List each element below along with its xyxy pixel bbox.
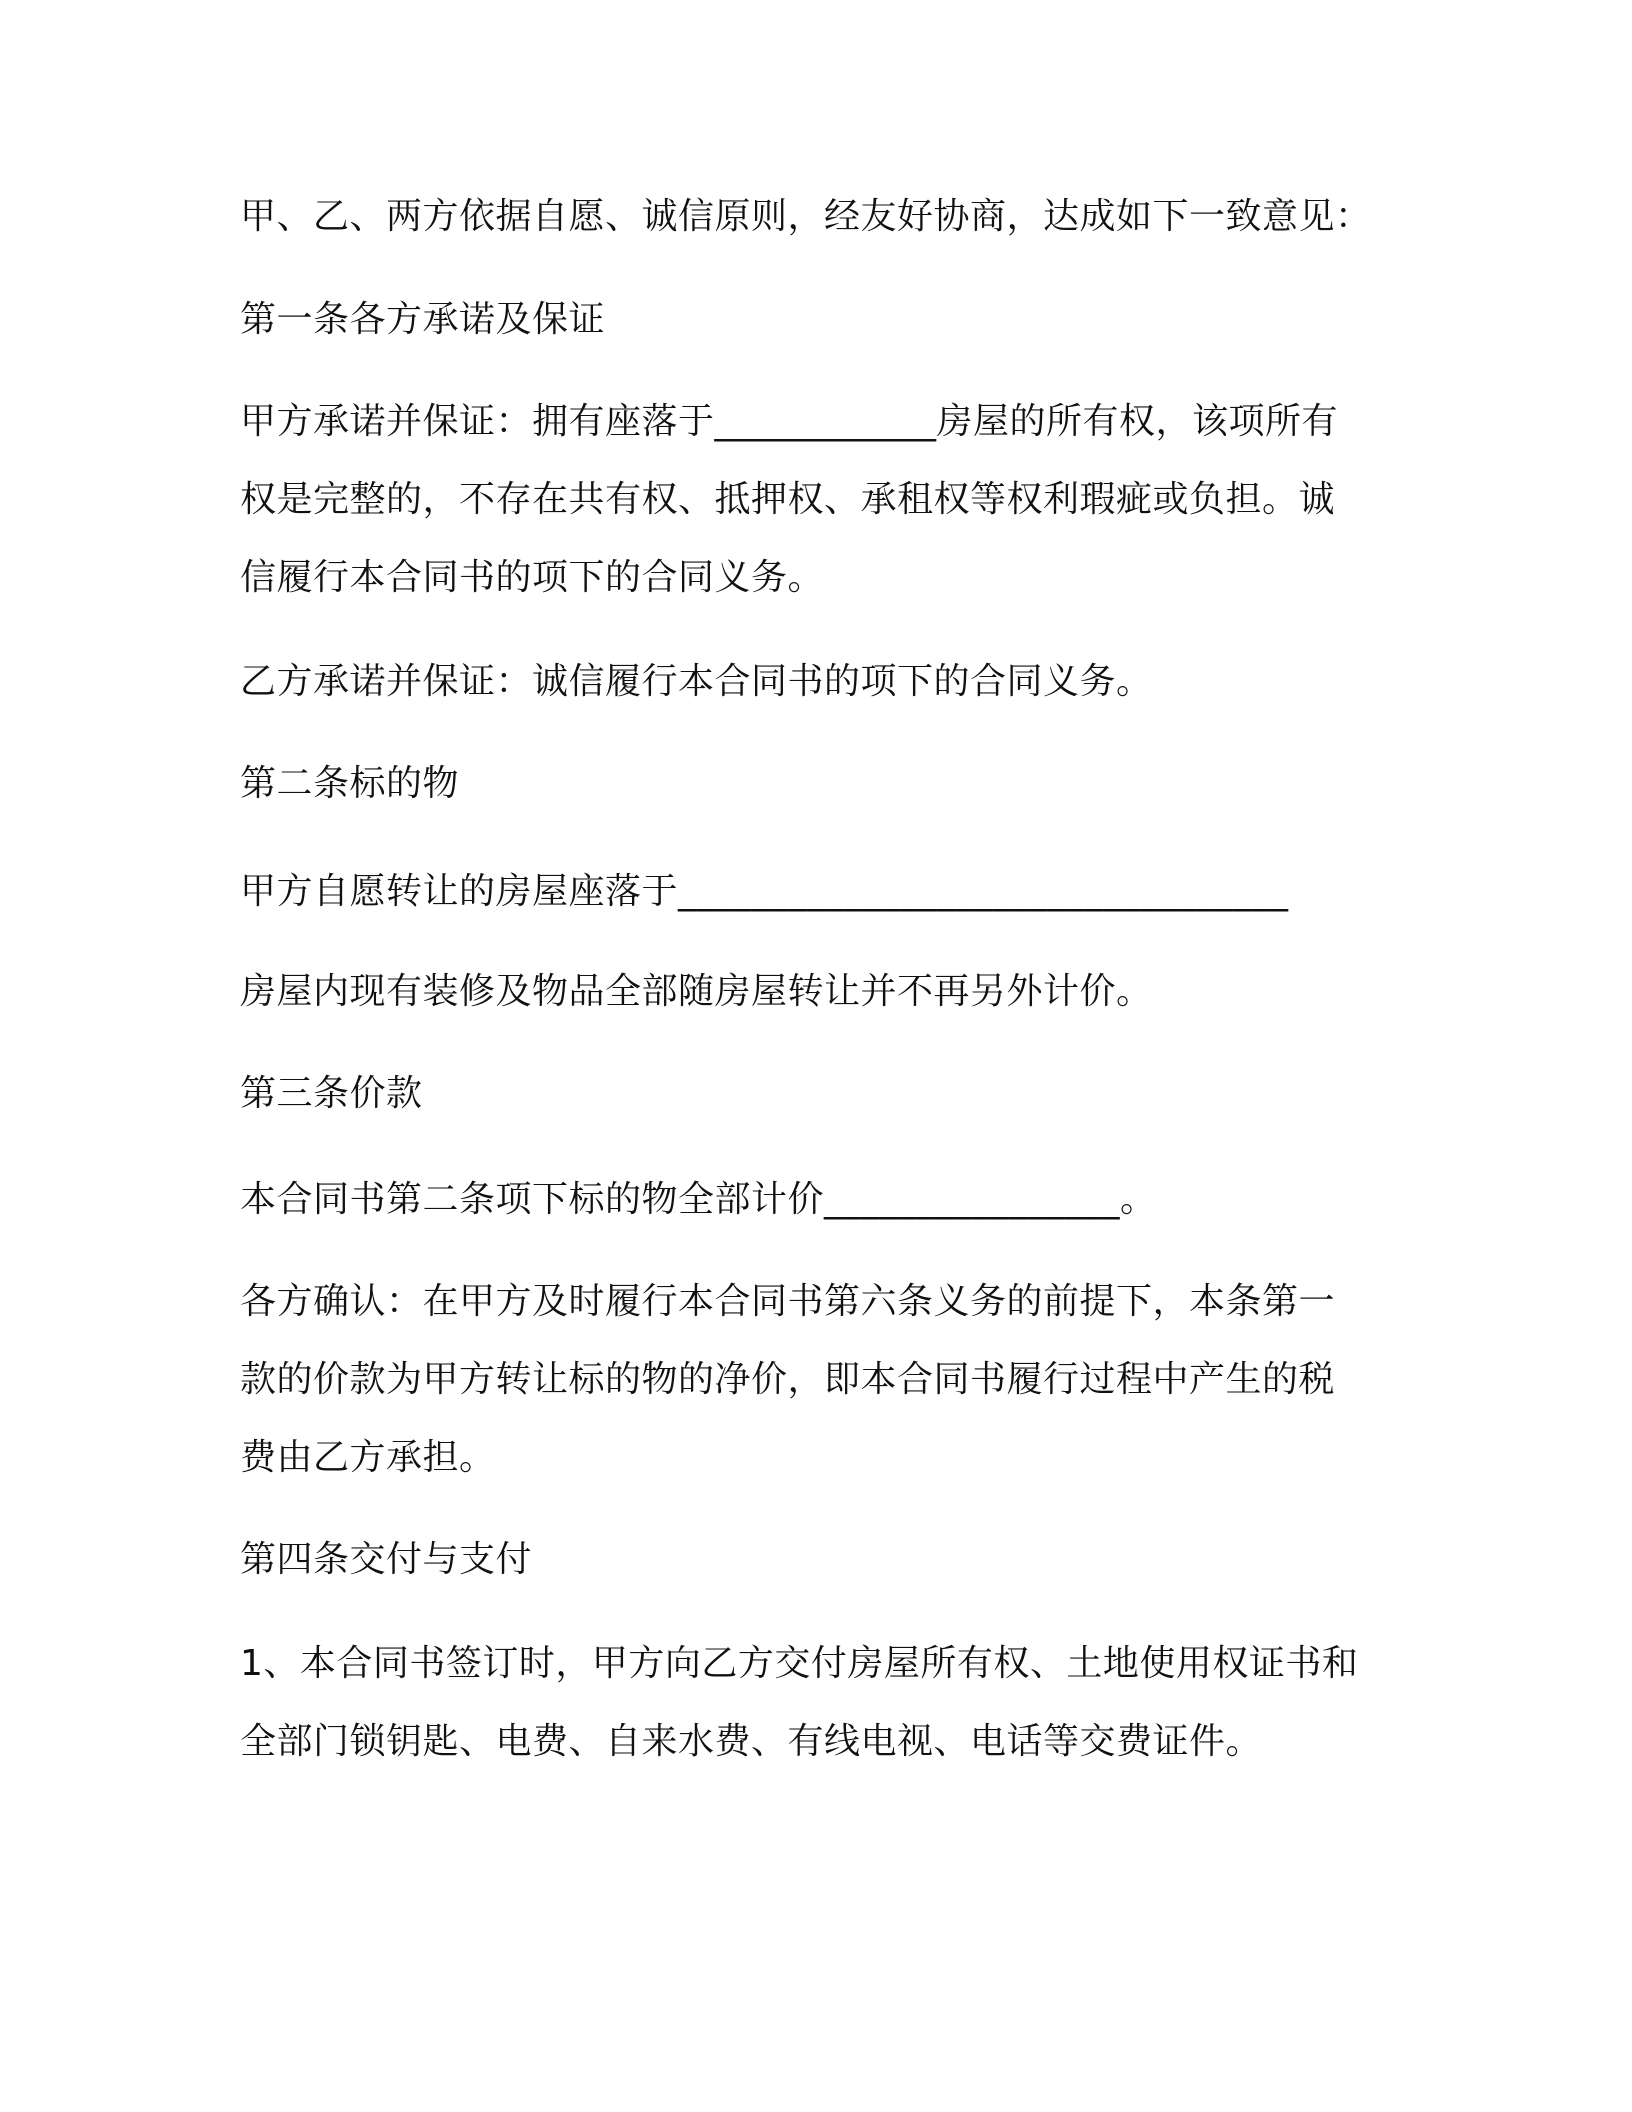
article-2-location: 甲方自愿转让的房屋座落于_________________________________ <box>240 871 1289 912</box>
article-1-party-a-line-2: 权是完整的，不存在共有权、抵押权、承租权等权利瑕疵或负担。诚 <box>240 479 1336 520</box>
article-3-confirm-line-3: 费由乙方承担。 <box>240 1437 496 1478</box>
article-3-confirm-line-2: 款的价款为甲方转让标的物的净价，即本合同书履行过程中产生的税 <box>240 1359 1336 1400</box>
article-3-heading: 第三条价款 <box>240 1073 423 1114</box>
intro-paragraph: 甲、乙、两方依据自愿、诚信原则，经友好协商，达成如下一致意见： <box>240 196 1372 237</box>
article-4-item-1-line-2: 全部门锁钥匙、电费、自来水费、有线电视、电话等交费证件。 <box>240 1721 1263 1762</box>
article-3-confirm-line-1: 各方确认：在甲方及时履行本合同书第六条义务的前提下，本条第一 <box>240 1281 1336 1322</box>
article-4-heading: 第四条交付与支付 <box>240 1539 533 1580</box>
article-1-party-b: 乙方承诺并保证：诚信履行本合同书的项下的合同义务。 <box>240 661 1153 702</box>
article-1-party-a-line-1: 甲方承诺并保证：拥有座落于____________房屋的所有权，该项所有 <box>240 401 1339 442</box>
article-2-furnishings: 房屋内现有装修及物品全部随房屋转让并不再另外计价。 <box>240 971 1153 1012</box>
article-2-heading: 第二条标的物 <box>240 763 460 804</box>
article-3-price: 本合同书第二条项下标的物全部计价________________。 <box>240 1179 1157 1220</box>
article-1-heading: 第一条各方承诺及保证 <box>240 299 606 340</box>
article-1-party-a-line-3: 信履行本合同书的项下的合同义务。 <box>240 557 825 598</box>
article-4-item-1-line-1: 1、本合同书签订时，甲方向乙方交付房屋所有权、土地使用权证书和 <box>240 1643 1359 1684</box>
